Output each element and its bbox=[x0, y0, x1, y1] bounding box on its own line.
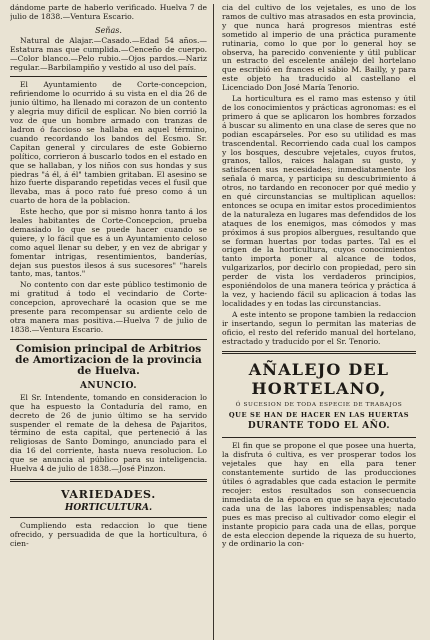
horticultura-ramo-paragraph: La horticultura es el ramo mas estenso y útil de los conocimientos y prácticas agronomas: es el primero á que se aplicaron los hombres forzados á buscar su alimento en una clase de seres que no podian escapárseles. Por eso su utilidad es mas trascendental. Recorriendo cada cual los campos y los bosques, descubre vejetales, cuyos frutos, granos, tallos, raices halagan su gusto, y satisfacen sus necesidades; inmediatamente los señala ó marca, y participa su descubrimiento á otros, no tardando en reconocer por qué medio y en qué circunstancias se multiplican aquellos: entonces se ocupa en imitar estos procedimientos de la naturaleza en lugares mas defendidos de los ataques de los enemigos, mas cómodos y mas próximos á sus propios albergues, resultando que se forman huertas por todas partes. Tal es el origen de la horticultura, cuyos conocimientos tanto importa poner al alcance de todos, vulgarizarlos, por decirlo con propiedad, pero sin perder de vista los verdaderos principios, esponiéndolos de una manera teórica y práctica á la vez, y haciendo fácil su aplicacion á todas las localidades y en todas las circunstancias. bbox=[222, 94, 416, 308]
subhead-ano: DURANTE TODO EL AÑO. bbox=[247, 421, 391, 432]
fin-paragraph: El fin que se propone el que posee una huerta, la disfruta ó cultiva, es ver prosperar todos los vejetales que hay en ella para tener constantemente surtido de las producciones útiles ó agradables que cada estacion le permite recojer: estos resultados son consecuencia inmediata de la época en que se haya ejecutado cada una de las labores indispensables; nada pues es mas preciso al cultivador como elegir el instante propicio para cada una de ellas, porque de esta eleccion depende la riqueza de su huerto, y de ordinario la con- bbox=[222, 441, 416, 549]
intro-paragraph: dándome parte de haberlo verificado. Huelva 7 de julio de 1838.—Ventura Escario. bbox=[10, 4, 207, 21]
double-divider bbox=[222, 351, 416, 354]
senas-paragraph: Natural de Alajar.—Casado.—Edad 54 años.—Estatura mas que cumplida.—Cenceño de cuerpo.—Color blanco.—Pelo rubio.—Ojos pardos.—Nariz regular.—Barbilampiño y vestido al uso del país. bbox=[10, 35, 207, 72]
subhead-huertas: QUE SE HAN DE HACER EN LAS HUERTAS bbox=[228, 411, 410, 420]
anuncio-paragraph: El Sr. Intendente, tomando en consideracion lo que ha espuesto la Contaduría del ramo, en decreto de 26 de junio último se ha servido suspender el remate de la dehesa de Pajaritos, término de esta capital, que perteneció á las religiosas de Santo Domingo, anunciado para el dia 16 del corriente, hasta nueva resolucion. Lo que se anuncia al público para su inteligencia. Huelva 4 de julio de 1838.—José Pinzon. bbox=[10, 392, 207, 474]
divider bbox=[10, 76, 207, 77]
hecho-paragraph: Este hecho, que por si mismo honra tanto á los leales habitantes de Corte-Concepcion, prueba demasiado lo que se puede hacer cuando se quiere, y lo fácil que es á un Ayuntamiento celoso como aquel llenar su deber, y en vez de abrigar y fomentar intrigas, resentimientos, banderías, dejan sus puestos ilesos á sus sucesores" "harels tanto, mas, tantos." bbox=[10, 207, 207, 279]
variedades-heading: VARIEDADES. bbox=[60, 487, 157, 501]
anejo-masthead: AÑALEJO DEL HORTELANO, bbox=[248, 360, 390, 399]
left-column bbox=[10, 4, 213, 640]
divider bbox=[222, 437, 416, 438]
anuncio-heading: ANUNCIO. bbox=[79, 380, 138, 391]
gratitud-paragraph: No contento con dar este público testimonio de mi gratitud á todo el vecindario de Corte-concepcion, aprovecharé la ocasion que se me presente para recompensar su ardiente celo de otra manera mas positiva.—Huelva 7 de julio de 1838.—Ventura Escario. bbox=[10, 280, 207, 334]
divider bbox=[10, 339, 207, 340]
horticultura-intro-paragraph: Cumpliendo esta redaccion lo que tiene ofrecido, y persuadida de que la horticultura, ó cien- bbox=[10, 520, 207, 548]
intento-paragraph: A este intento se propone tambien la redaccion ir insertando, segun lo permitan las materias de oficio, el resto del referido manual del hortelano, estractado y traducido por el Sr. Tenorio. bbox=[222, 309, 416, 346]
double-divider bbox=[10, 479, 207, 482]
ciencia-paragraph: cia del cultivo de los vejetales, es uno de los ramos de cultivo mas atrasados en esta provincia, y que nunca hará progresos mientras esté sometido al imperio de una práctica puramente rutinaria, como lo que por lo general hoy se observa, ha parecido conveniente y útil publicar un estracto del escelente análejo del hortelano que escribió en frances el sábio M. Bailly, y para este objeto ha traducido al castellano el Licenciado Don José María Tenorio. bbox=[222, 4, 416, 93]
senas-heading: Señas. bbox=[95, 25, 122, 35]
subhead-sucesion: Ó SUCESION DE TODA ESPECIE DE TRABAJOS bbox=[235, 402, 403, 409]
right-column bbox=[213, 4, 416, 640]
comision-heading: Comision principal de Arbitrios de Amortizacion de la provincia de Huelva. bbox=[15, 342, 202, 377]
divider bbox=[10, 517, 207, 518]
horticultura-heading: HORTICULTURA. bbox=[64, 502, 153, 513]
ayuntamiento-paragraph: El Ayuntamiento de Corte-concepcion, refiriendome lo ocurrido á su vista en el dia 26 de junio último, ha llenado mi corazon de un contento y alegria muy difícil de esplicar. No bien corrió la voz de que un hombre armado con tranzas de ladron ó faccioso se hallaba en aquel término, cuando recordando los bandos del Ecsmo. Sr. Capitan general y circulares de este Gobierno político, corrieron á buscarlo todos en el estado en que se hallaban, y los niños con sus hondas y sus piedras "á él, á él" tambien gritaban. El asesino se hizo fuerte disparando repetidas veces el fusil que llevaba, mas á poco rato fué preso como á un cuarto de hora de la poblacion. bbox=[10, 80, 207, 206]
